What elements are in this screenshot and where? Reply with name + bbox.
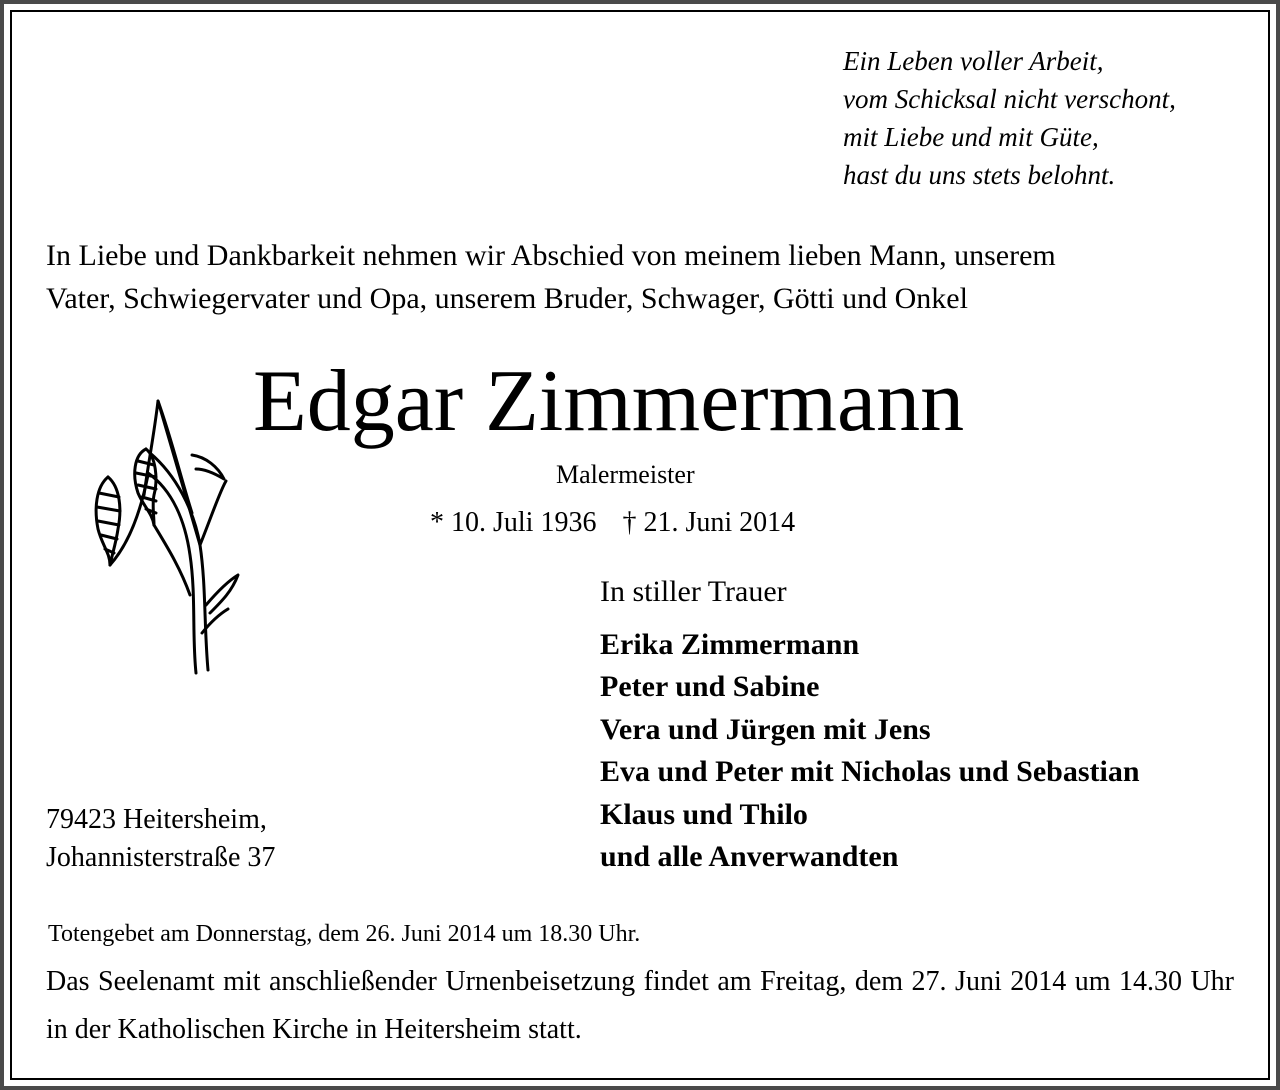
deceased-name: Edgar Zimmermann	[253, 353, 965, 450]
poem-line: Ein Leben voller Arbeit,	[843, 46, 1104, 76]
mourner-name: Klaus und Thilo	[600, 797, 808, 831]
address-line: 79423 Heitersheim,	[46, 804, 267, 835]
requiem-service: Das Seelenamt mit anschließender Urnenbeisetzung findet am Freitag, dem 27. Juni 2014 um 14.30 Uhr in der Katholischen Kirche in Heitersheim statt.	[46, 966, 1234, 1045]
mourner-name: Erika Zimmermann	[600, 628, 860, 661]
deceased-occupation: Malermeister	[556, 460, 695, 489]
mourner-name: Eva und Peter mit Nicholas und Sebastian	[600, 755, 1140, 789]
mourner-name: Vera und Jürgen mit Jens	[600, 712, 931, 746]
death-date: † 21. Juni 2014	[622, 507, 796, 538]
mourner-name: Peter und Sabine	[600, 670, 820, 704]
family-address	[46, 801, 275, 877]
farewell-line: In Liebe und Dankbarkeit nehmen wir Abschied von meinem lieben Mann, unserem	[46, 239, 1056, 272]
mourner-name: und alle Anverwandten	[600, 840, 899, 874]
address-line: Johannisterstraße 37	[46, 842, 276, 873]
birth-date: * 10. Juli 1936	[430, 507, 597, 538]
mourning-heading: In stiller Trauer	[600, 575, 787, 608]
poem-line: hast du uns stets belohnt.	[843, 160, 1116, 190]
farewell-line: Vater, Schwiegervater und Opa, unserem Bruder, Schwager, Götti und Onkel	[46, 282, 968, 315]
mourner-list	[600, 624, 1140, 878]
memorial-poem	[843, 42, 1176, 194]
poem-line: vom Schicksal nicht verschont,	[843, 84, 1176, 114]
life-dates	[430, 505, 795, 541]
wheat-icon	[88, 395, 248, 680]
poem-line: mit Liebe und mit Güte,	[843, 122, 1099, 152]
prayer-service: Totengebet am Donnerstag, dem 26. Juni 2014 um 18.30 Uhr.	[48, 921, 641, 947]
farewell-text	[46, 234, 1056, 320]
